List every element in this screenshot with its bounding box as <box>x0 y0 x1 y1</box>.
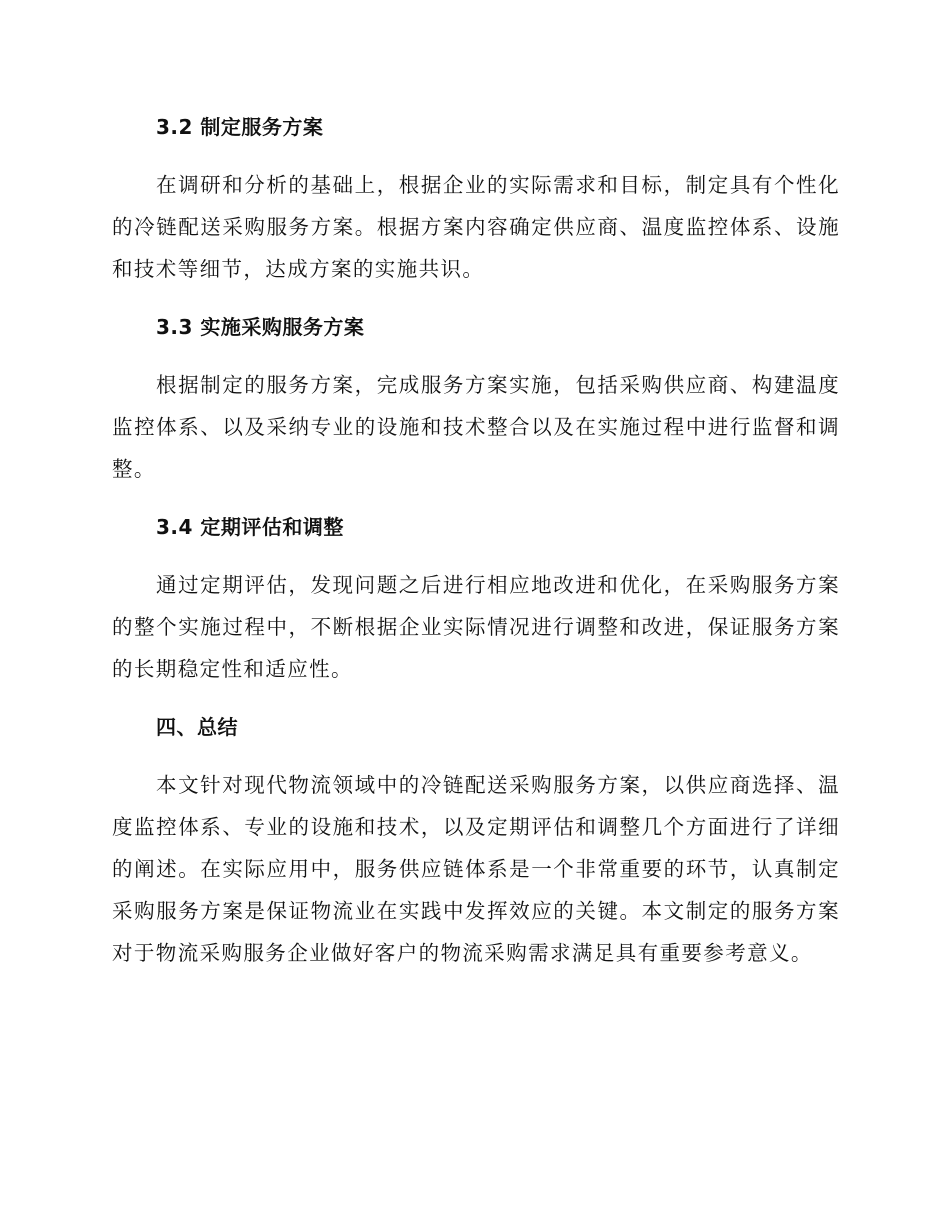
section-body-summary: 本文针对现代物流领域中的冷链配送采购服务方案，以供应商选择、温度监控体系、专业的设施和技术，以及定期评估和调整几个方面进行了详细的阐述。在实际应用中，服务供应链体系是一个非常重要的环节，认真制定采购服务方案是保证物流业在实践中发挥效应的关键。本文制定的服务方案对于物流采购服务企业做好客户的物流采购需求满足具有重要参考意义。 <box>112 773 840 965</box>
section-body-3-4: 通过定期评估，发现问题之后进行相应地改进和优化，在采购服务方案的整个实施过程中，不断根据企业实际情况进行调整和改进，保证服务方案的长期稳定性和适应性。 <box>112 573 840 681</box>
section-heading-3-4: 3.4 定期评估和调整 <box>156 515 344 539</box>
section-heading-3-3: 3.3 实施采购服务方案 <box>156 315 365 339</box>
section-body-3-3: 根据制定的服务方案，完成服务方案实施，包括采购供应商、构建温度监控体系、以及采纳专业的设施和技术整合以及在实施过程中进行监督和调整。 <box>112 373 840 481</box>
section-body-3-2: 在调研和分析的基础上，根据企业的实际需求和目标，制定具有个性化的冷链配送采购服务方案。根据方案内容确定供应商、温度监控体系、设施和技术等细节，达成方案的实施共识。 <box>112 173 840 281</box>
section-heading-3-2: 3.2 制定服务方案 <box>156 115 324 139</box>
section-heading-summary: 四、总结 <box>156 715 238 739</box>
